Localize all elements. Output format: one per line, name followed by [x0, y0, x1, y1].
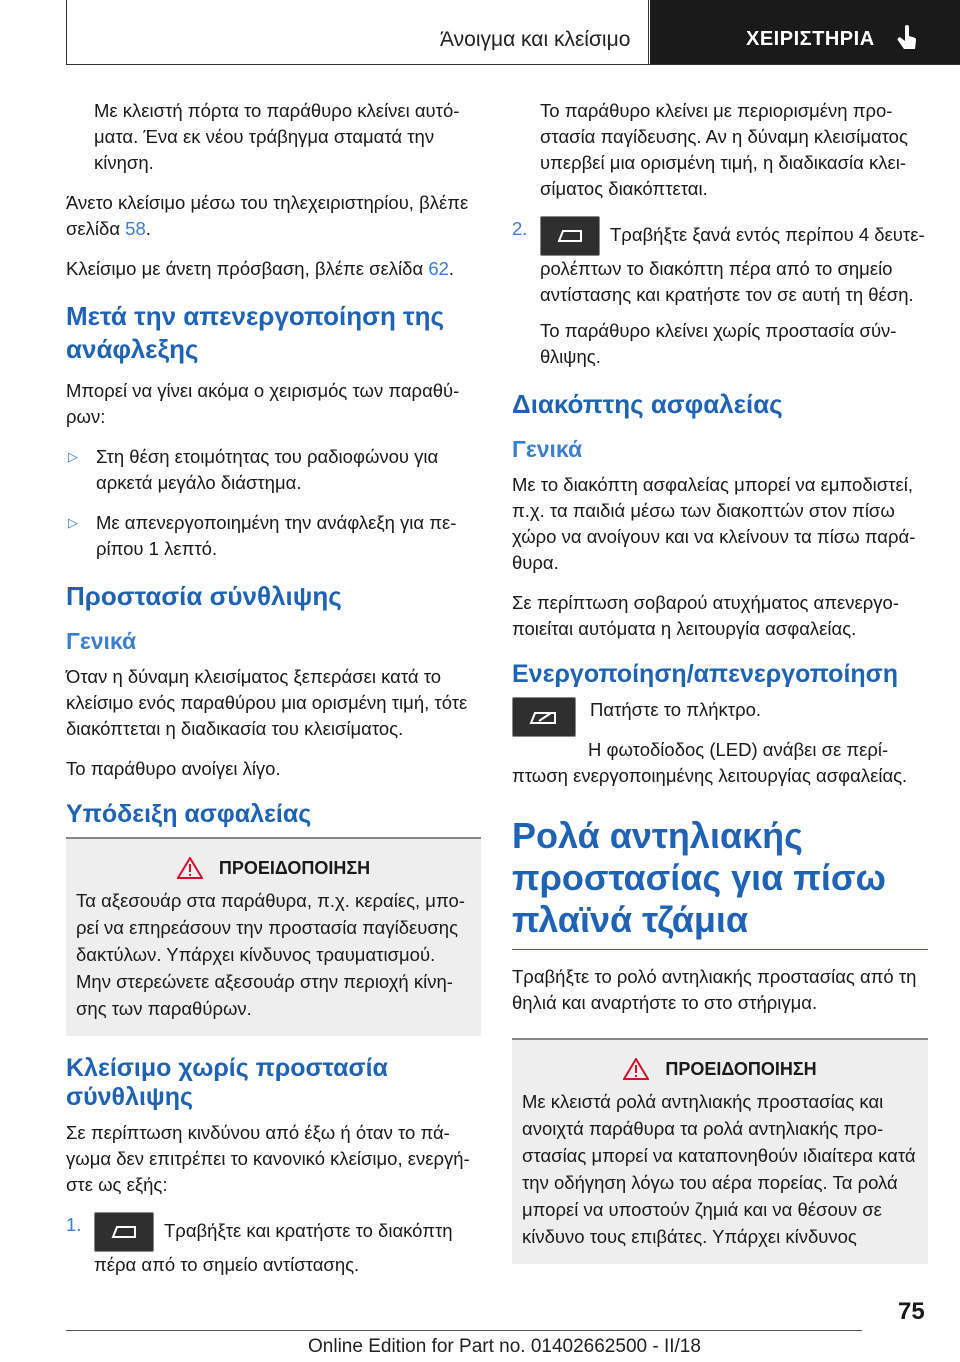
- warning-box: [512, 1038, 928, 1264]
- paragraph: Πατήστε το πλήκτρο.: [590, 699, 762, 720]
- paragraph: Άνετο κλείσιμο μέσω του τηλεχειριστηρίου, βλέπε σελίδα 58.: [66, 192, 469, 239]
- hand-pointer-icon: [896, 25, 918, 51]
- page-link[interactable]: 58: [125, 218, 146, 239]
- subheading-general: Γενικά: [512, 436, 583, 462]
- heading-safety-switch: Διακόπτης ασφαλείας: [512, 389, 783, 419]
- step-1: 1. Τραβήξτε και κρατήστε το διακόπτη πέρα από το σημείο αντίστασης.: [66, 1212, 481, 1278]
- paragraph: Σε περίπτωση κινδύνου από έξω ή όταν το πά-γωμα δεν επιτρέπει το κανονικό κλείσιμο, ενεργή-στε ως εξής:: [66, 1122, 470, 1195]
- paragraph: Με το διακόπτη ασφαλείας μπορεί να εμποδιστεί, π.χ. τα παιδιά μέσω των διακοπτών στον πίσω χώρο να ανοίγουν και να κλείνουν τα πίσω παρά-θυρα.: [512, 474, 916, 573]
- paragraph: Μπορεί να γίνει ακόμα ο χειρισμός των παραθύ-ρων:: [66, 380, 460, 427]
- right-column: [512, 98, 928, 1280]
- footer-rule: [66, 1330, 862, 1331]
- paragraph: Όταν η δύναμη κλεισίματος ξεπεράσει κατά το κλείσιμο ενός παραθύρου μια ορισμένη τιμή, τότε διακόπτεται η διαδικασία του κλεισίματος.: [66, 666, 468, 739]
- warning-text: Τα αξεσουάρ στα παράθυρα, π.χ. κεραίες, μπο-ρεί να επηρεάσουν την προστασία παγίδευσης δακτύλων. Υπάρχει κίνδυνος τραυματισμού. Μην στερεώνετε αξεσουάρ στην περιοχή κίνη-σης των παραθύρων.: [76, 890, 465, 1019]
- step-number: 1.: [66, 1214, 82, 1235]
- window-switch-icon: [94, 1212, 154, 1252]
- header-separator: [648, 0, 649, 64]
- header-rule: [66, 64, 960, 65]
- warning-triangle-icon: [623, 1058, 649, 1080]
- window-switch-icon: [540, 216, 600, 256]
- warning-triangle-icon: [177, 857, 203, 879]
- chapter-tab-label: ΧΕΙΡΙΣΤΗΡΙΑ: [746, 28, 875, 50]
- left-column: [66, 98, 481, 1288]
- triangle-bullet-icon: ▷: [68, 515, 78, 530]
- step-2: 2. Τραβήξτε ξανά εντός περίπου 4 δευτε-ρολέπτων το διακόπτη πέρα από το σημείο αντίστασης και κρατήστε τον σε αυτή τη θέση.: [512, 216, 928, 308]
- heading-close-without-protection: Κλείσιμο χωρίς προστασία σύνθλιψης: [66, 1054, 388, 1111]
- heading-sun-blinds: Ρολά αντηλιακής προστασίας για πίσω πλαϊνά τζάμια: [512, 815, 886, 940]
- chapter-tab[interactable]: [650, 0, 960, 64]
- warning-title: ΠΡΟΕΙΔΟΠΟΙΗΣΗ: [218, 857, 371, 878]
- heading-safety-note: Υπόδειξη ασφαλείας: [66, 800, 312, 828]
- subheading-general: Γενικά: [66, 628, 137, 654]
- heading-after-ignition: Μετά την απενεργοποίηση της ανάφλεξης: [66, 301, 445, 364]
- step-number: 2.: [512, 218, 528, 239]
- list-item: ▷ Με απενεργοποιημένη την ανάφλεξη για πε-ρίπου 1 λεπτό.: [66, 510, 481, 562]
- triangle-bullet-icon: ▷: [68, 449, 78, 464]
- warning-title: ΠΡΟΕΙΔΟΠΟΙΗΣΗ: [665, 1058, 817, 1079]
- warning-box: [66, 837, 481, 1036]
- page-link[interactable]: 62: [428, 258, 449, 279]
- paragraph: Το παράθυρο κλείνει χωρίς προστασία σύν-θλιψης.: [540, 320, 897, 367]
- warning-text: Με κλειστά ρολά αντηλιακής προστασίας και ανοιχτά παράθυρα τα ρολά αντηλιακής προ-στασίας μπορεί να καταπονηθούν ιδιαίτερα κατά την οδήγηση λόγω του αέρα πορείας. Τα ρολά μπορεί να υποστούν ζημιά και να θέσουν σε κίνδυνο τους επιβάτες. Υπάρχει κίνδυνος: [522, 1091, 916, 1247]
- paragraph: Με κλειστή πόρτα το παράθυρο κλείνει αυτό-ματα. Ένα εκ νέου τράβηγμα σταματά την κίνηση.: [94, 100, 460, 173]
- paragraph: Τραβήξτε το ρολό αντηλιακής προστασίας από τη θηλιά και αναρτήστε το στο στήριγμα.: [512, 966, 917, 1013]
- paragraph: Το παράθυρο ανοίγει λίγο.: [66, 758, 281, 779]
- page-number: 75: [898, 1298, 925, 1325]
- heading-rule: [512, 949, 928, 950]
- footer-text: Online Edition for Part no. 01402662500 - II/18: [308, 1336, 701, 1357]
- activation-row: [512, 697, 928, 737]
- heading-pinch-protection: Προστασία σύνθλιψης: [66, 581, 342, 611]
- paragraph: Κλείσιμο με άνετη πρόσβαση, βλέπε σελίδα 62.: [66, 258, 455, 279]
- paragraph: Η φωτοδίοδος (LED) ανάβει σε περί-πτωση ενεργοποιημένης λειτουργίας ασφαλείας.: [512, 739, 908, 786]
- header-left-border: [66, 0, 67, 64]
- paragraph: Το παράθυρο κλείνει με περιορισμένη προ-στασία παγίδευσης. Αν η δύναμη κλεισίματος υπερβεί μια ορισμένη τιμή, η διαδικασία κλει-σίματος διακόπτεται.: [540, 100, 908, 199]
- safety-switch-button-icon: [512, 697, 576, 737]
- list-item: ▷ Στη θέση ετοιμότητας του ραδιοφώνου για αρκετά μεγάλο διάστημα.: [66, 444, 481, 496]
- paragraph: Σε περίπτωση σοβαρού ατυχήματος απενεργο-ποιείται αυτόματα η λειτουργία ασφαλείας.: [512, 592, 899, 639]
- section-title: Άνοιγμα και κλείσιμο: [440, 28, 631, 51]
- heading-activation: Ενεργοποίηση/απενεργοποίηση: [512, 660, 899, 688]
